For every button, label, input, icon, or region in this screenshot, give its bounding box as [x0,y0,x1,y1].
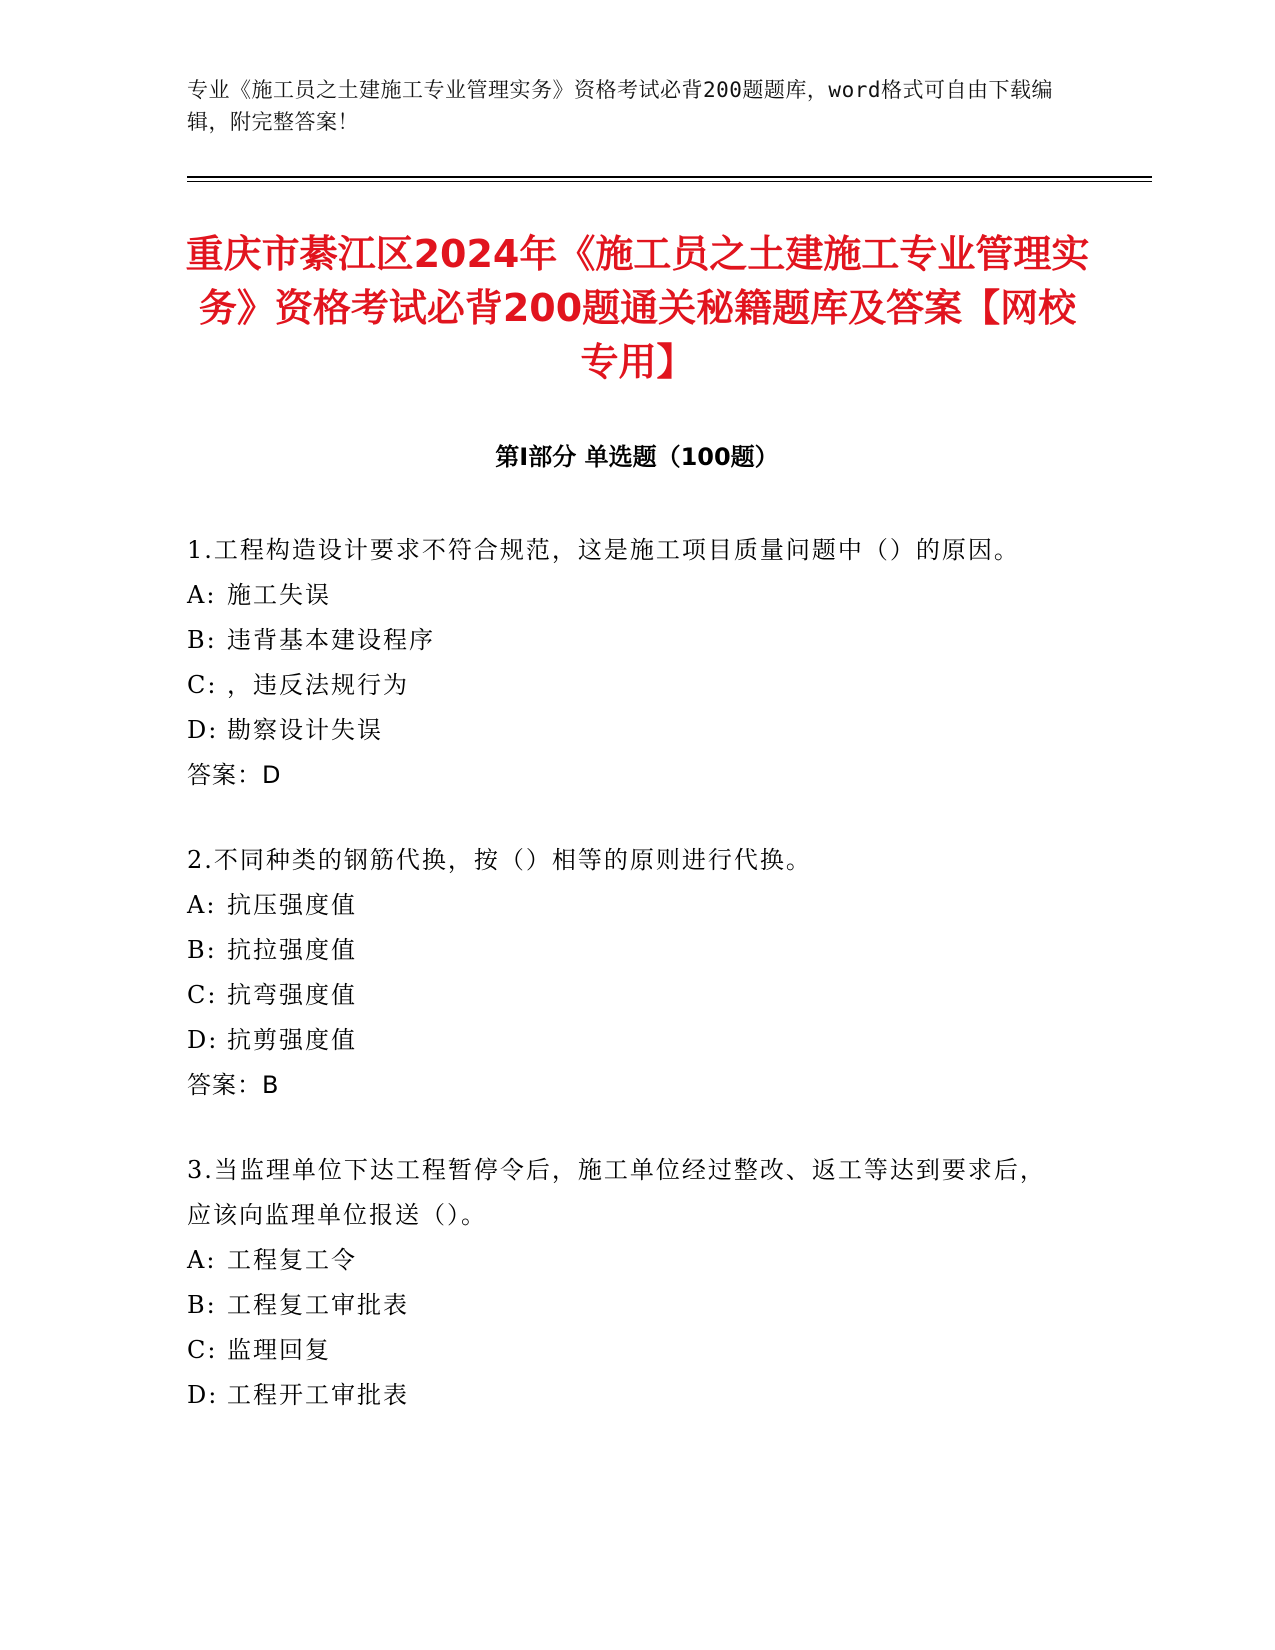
answer-line: 答案：D [187,761,282,789]
option-letter: D: [187,1381,219,1409]
option-c [187,973,1057,1018]
option-text: 抗弯强度值 [227,981,357,1009]
option-text: 施工失误 [227,581,331,609]
option-letter: B: [187,626,217,654]
option-b [187,1283,1057,1328]
option-letter: C: [187,671,218,699]
option-b [187,618,1057,663]
option-c [187,1328,1057,1373]
option-d [187,1373,1057,1418]
option-text: 工程复工审批表 [227,1291,409,1319]
option-text: ，违反法规行为 [227,671,409,699]
option-text: 监理回复 [227,1336,331,1364]
option-d [187,708,1057,753]
header-note: 专业《施工员之土建施工专业管理实务》资格考试必背200题题库，word格式可自由下载编辑，附完整答案！ [187,78,1053,134]
answer-line: 答案：B [187,1071,280,1099]
option-letter: D: [187,1026,219,1054]
option-letter: B: [187,1291,217,1319]
option-a [187,883,1057,928]
option-b [187,928,1057,973]
option-letter: D: [187,716,219,744]
option-letter: C: [187,1336,218,1364]
header-divider-thick [187,176,1152,178]
question-stem: 1.工程构造设计要求不符合规范，这是施工项目质量问题中（）的原因。 [187,536,1020,564]
option-text: 勘察设计失误 [227,716,383,744]
option-text: 工程开工审批表 [227,1381,409,1409]
question-list [187,528,1057,1458]
option-letter: A: [187,1246,217,1274]
option-text: 抗剪强度值 [227,1026,357,1054]
option-text: 抗拉强度值 [227,936,357,964]
option-letter: B: [187,936,217,964]
option-letter: A: [187,581,217,609]
option-a [187,1238,1057,1283]
option-letter: A: [187,891,217,919]
question-stem: 3.当监理单位下达工程暂停令后，施工单位经过整改、返工等达到要求后，应该向监理单位报送（）。 [187,1156,1046,1229]
option-a [187,573,1057,618]
option-text: 抗压强度值 [227,891,357,919]
option-letter: C: [187,981,218,1009]
option-text: 违背基本建设程序 [227,626,435,654]
question-stem: 2.不同种类的钢筋代换，按（）相等的原则进行代换。 [187,846,812,874]
option-text: 工程复工令 [227,1246,357,1274]
question-1 [187,528,1057,798]
header-divider-thin [187,181,1152,182]
question-2 [187,838,1057,1108]
document-title: 重庆市綦江区2024年《施工员之土建施工专业管理实务》资格考试必背200题通关秘籍题库及答案【网校专用】 [185,232,1090,384]
option-c [187,663,1057,708]
question-3 [187,1148,1057,1418]
option-d [187,1018,1057,1063]
section-title: 第Ⅰ部分 单选题（100题） [495,443,779,471]
